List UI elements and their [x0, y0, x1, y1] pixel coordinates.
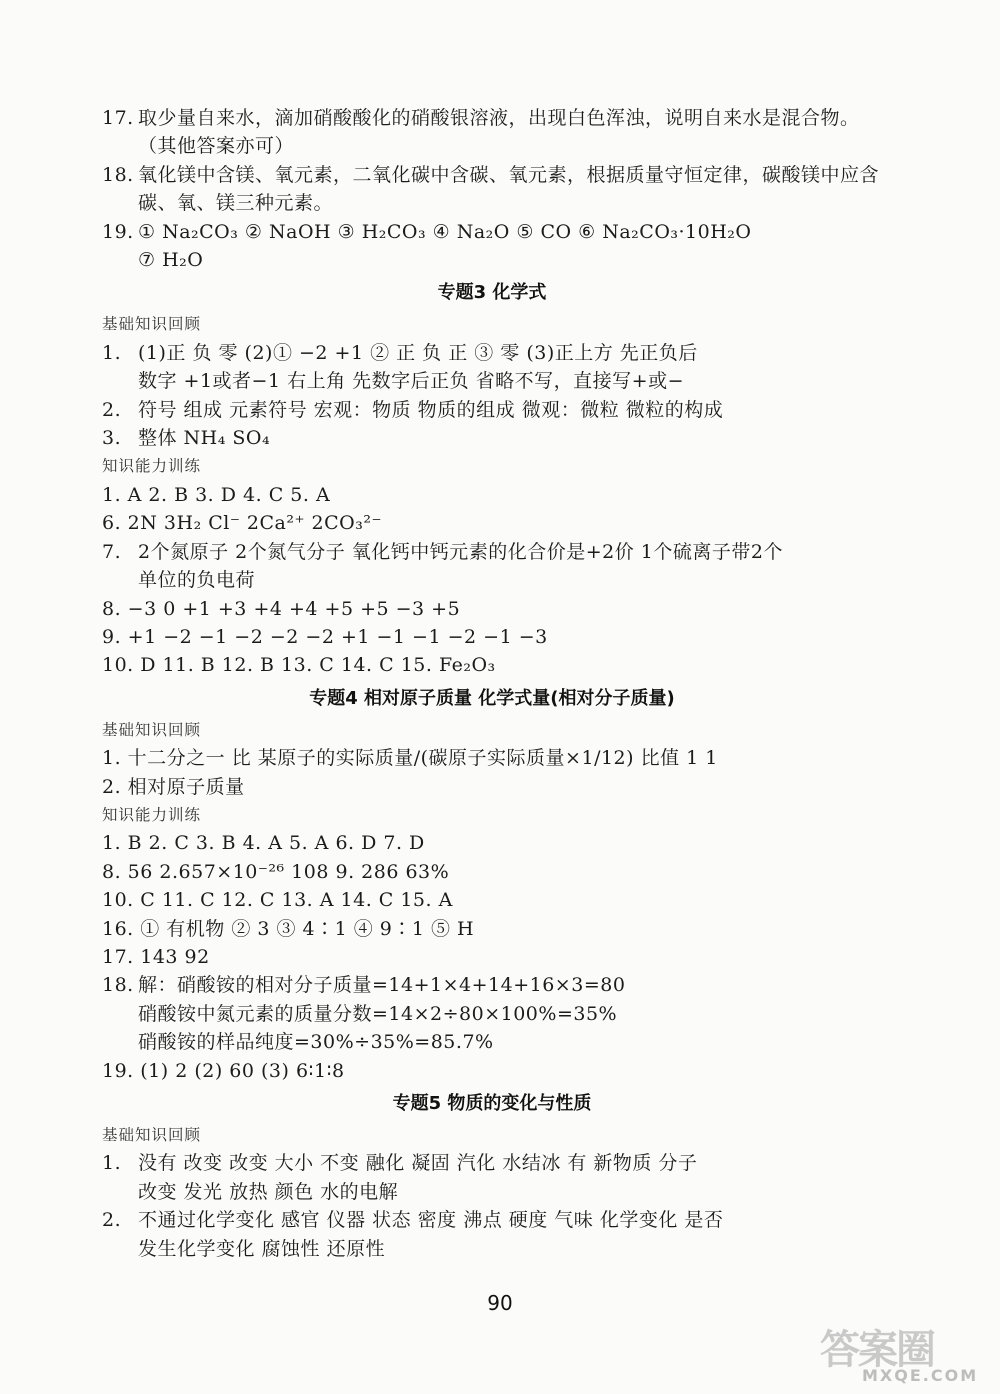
answer-number: 3. — [102, 427, 122, 450]
answer-page — [102, 104, 882, 1263]
answer-text: ① Na₂CO₃ ② NaOH ③ H₂CO₃ ④ Na₂O ⑤ CO ⑥ Na₂CO₃·10H₂O — [138, 220, 752, 243]
watermark-logo — [818, 1318, 990, 1388]
topic-4-train-18-line-3: 硝酸铵的样品纯度=30%÷35%=85.7% — [138, 1031, 494, 1054]
answer-number: 19. — [102, 220, 134, 243]
watermark-big-text: 答案圈 — [820, 1327, 934, 1373]
answer-19-line-1 — [102, 218, 882, 246]
answer-text: 不通过化学变化 感官 仪器 状态 密度 沸点 硬度 气味 化学变化 是否 — [138, 1209, 724, 1232]
topic-3-basic-2 — [102, 396, 882, 424]
answer-number: 18. — [102, 163, 134, 186]
answer-17-line-1 — [102, 104, 882, 132]
topic-3-basic-1-line-2: 数字 +1或者−1 右上角 先数字后正负 省略不写，直接写+或− — [138, 370, 685, 393]
topic-5-title: 专题5 物质的变化与性质 — [392, 1093, 592, 1114]
answer-text: (1)正 负 零 (2)① −2 +1 ② 正 负 正 ③ 零 (3)正上方 先正负后 — [138, 341, 698, 364]
topic-3-train-9: 9. +1 −2 −1 −2 −2 −2 +1 −1 −1 −2 −1 −3 — [102, 625, 548, 648]
answer-17-line-2: （其他答案亦可） — [138, 135, 295, 158]
topic-3-train-6: 6. 2N 3H₂ Cl⁻ 2Ca²⁺ 2CO₃²⁻ — [102, 512, 383, 535]
topic-3-train-8: 8. −3 0 +1 +3 +4 +4 +5 +5 −3 +5 — [102, 597, 461, 620]
topic-4-train-18-line-1 — [102, 971, 882, 999]
answer-number: 2. — [102, 398, 122, 421]
topic-3-basic-label: 基础知识回顾 — [102, 315, 202, 334]
answer-text: 取少量自来水，滴加硝酸酸化的硝酸银溶液，出现白色浑浊，说明自来水是混合物。 — [138, 107, 860, 129]
topic-4-train-1: 1. B 2. C 3. B 4. A 5. A 6. D 7. D — [102, 832, 425, 855]
answer-text: 氧化镁中含镁、氧元素，二氧化碳中含碳、氧元素，根据质量守恒定律，碳酸镁中应含 — [138, 163, 880, 186]
topic-3-train-1: 1. A 2. B 3. D 4. C 5. A — [102, 483, 331, 506]
topic-3-basic-3 — [102, 424, 882, 452]
answer-19-line-2: ⑦ H₂O — [138, 249, 204, 272]
topic-5-basic-2-line-2: 发生化学变化 腐蚀性 还原性 — [138, 1237, 386, 1260]
topic-4-train-10: 10. C 11. C 12. C 13. A 14. C 15. A — [102, 889, 453, 912]
answer-text: 符号 组成 元素符号 宏观：物质 物质的组成 微观：微粒 微粒的构成 — [138, 398, 724, 421]
watermark-small-text: MXQE.COM — [862, 1366, 979, 1385]
topic-4-train-17: 17. 143 92 — [102, 945, 210, 968]
topic-4-train-8: 8. 56 2.657×10⁻²⁶ 108 9. 286 63% — [102, 860, 450, 883]
answer-number: 18. — [102, 974, 134, 997]
answer-number: 17. — [102, 107, 134, 129]
answer-text: 解：硝酸铵的相对分子质量=14+1×4+14+16×3=80 — [138, 974, 626, 997]
answer-text: 2个氮原子 2个氮气分子 氧化钙中钙元素的化合价是+2价 1个硫离子带2个 — [138, 540, 783, 563]
topic-4-basic-1: 1. 十二分之一 比 某原子的实际质量/(碳原子实际质量×1/12) 比值 1 1 — [102, 747, 718, 770]
topic-5-basic-1-line-2: 改变 发光 放热 颜色 水的电解 — [138, 1180, 399, 1203]
topic-3-train-7-line-1 — [102, 538, 882, 566]
topic-3-train-label: 知识能力训练 — [102, 457, 202, 476]
answer-18-line-1 — [102, 161, 882, 189]
answer-18-line-2: 碳、氧、镁三种元素。 — [138, 192, 334, 215]
topic-4-train-19: 19. (1) 2 (2) 60 (3) 6∶1∶8 — [102, 1059, 345, 1082]
answer-number: 7. — [102, 540, 122, 563]
topic-5-basic-2-line-1 — [102, 1206, 882, 1234]
topic-3-train-10: 10. D 11. B 12. B 13. C 14. C 15. Fe₂O₃ — [102, 654, 496, 677]
answer-number: 1. — [102, 341, 122, 364]
topic-3-title: 专题3 化学式 — [437, 282, 547, 304]
answer-number: 2. — [102, 1209, 122, 1232]
answer-text: 整体 NH₄ SO₄ — [138, 427, 271, 450]
topic-4-train-16: 16. ① 有机物 ② 3 ③ 4∶1 ④ 9∶1 ⑤ H — [102, 917, 475, 940]
topic-3-basic-1-line-1 — [102, 339, 882, 367]
topic-4-basic-2: 2. 相对原子质量 — [102, 775, 245, 798]
topic-4-basic-label: 基础知识回顾 — [102, 720, 202, 739]
topic-4-train-18-line-2: 硝酸铵中氮元素的质量分数=14×2÷80×100%=35% — [138, 1002, 618, 1025]
topic-5-basic-label: 基础知识回顾 — [102, 1126, 202, 1144]
page-number: 90 — [487, 1291, 513, 1315]
topic-4-train-label: 知识能力训练 — [102, 805, 202, 824]
answer-number: 1. — [102, 1152, 122, 1175]
topic-4-title: 专题4 相对原子质量 化学式量(相对分子质量) — [309, 687, 675, 709]
topic-5-basic-1-line-1 — [102, 1149, 882, 1177]
topic-3-train-7-line-2: 单位的负电荷 — [138, 569, 256, 592]
answer-text: 没有 改变 改变 大小 不变 融化 凝固 汽化 水结冰 有 新物质 分子 — [138, 1152, 698, 1175]
